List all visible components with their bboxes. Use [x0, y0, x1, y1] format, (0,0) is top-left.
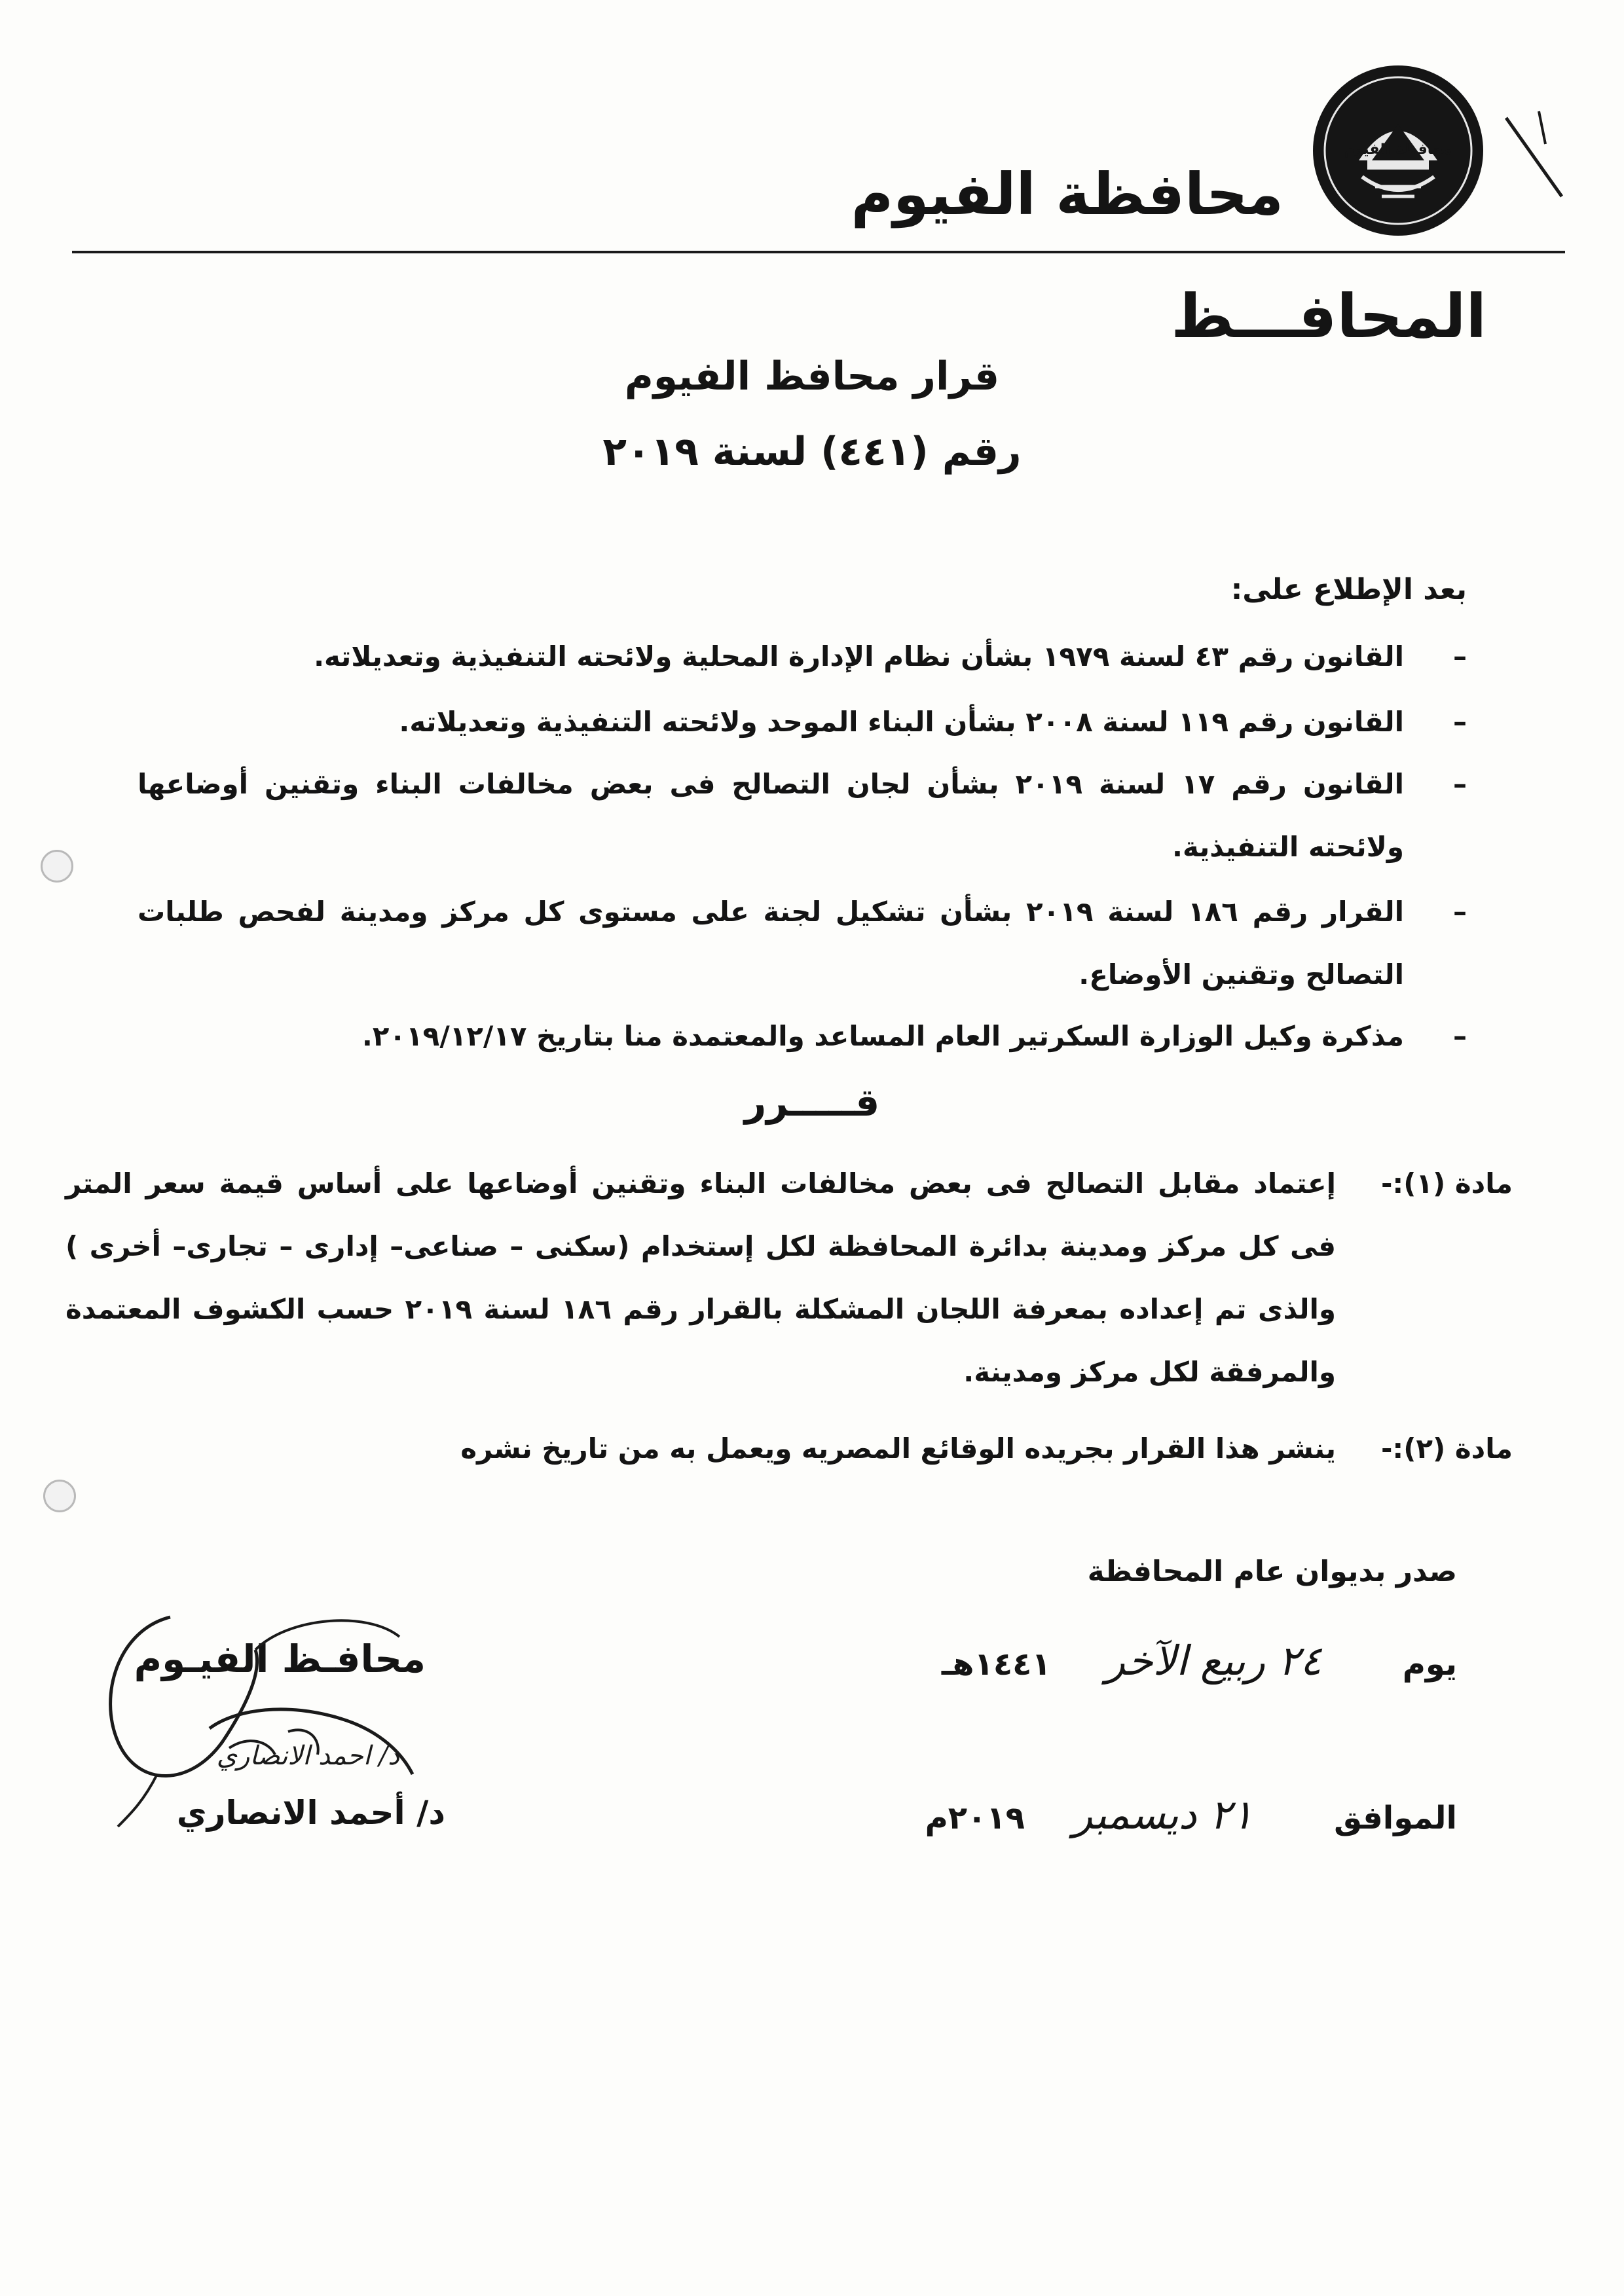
reference-item — [138, 625, 1467, 688]
preamble-heading: بعد الإطلاع على: — [1230, 573, 1467, 606]
gregorian-date-handwritten: ٢١ ديسمبر — [1073, 1791, 1253, 1838]
reference-text: القرار رقم ١٨٦ لسنة ٢٠١٩ بشأن تشكيل لجنة على مستوى كل مركز ومدينة لفحص طلبات التصالح وتقنين الأوضاع. — [138, 896, 1404, 991]
governorate-name: محافظة الفيوم — [851, 160, 1283, 228]
reference-text: القانون رقم ٤٣ لسنة ١٩٧٩ بشأن نظام الإدارة المحلية ولائحته التنفيذية وتعديلاته. — [314, 640, 1404, 672]
article-2 — [65, 1417, 1513, 1480]
hijri-date-handwritten: ٢٤ ربيع الآخر — [1105, 1637, 1322, 1685]
list-bullet: – — [1453, 640, 1467, 672]
office-title: المحافـــظ — [1171, 282, 1486, 352]
article-text: ينشر هذا القرار بجريده الوقائع المصريه ويعمل به من تاريخ نشره — [460, 1432, 1336, 1465]
reference-item — [138, 753, 1467, 879]
article-1 — [65, 1152, 1513, 1404]
reference-item — [138, 881, 1467, 1006]
list-bullet: – — [1453, 1020, 1467, 1052]
gregorian-label: الموافق — [1334, 1800, 1457, 1836]
reference-text: مذكرة وكيل الوزارة السكرتير العام المساعد والمعتمدة منا بتاريخ ٢٠١٩/١٢/١٧. — [361, 1020, 1404, 1052]
svg-text:د/ احمد الانصاري: د/ احمد الانصاري — [216, 1741, 399, 1771]
punch-hole — [43, 1480, 76, 1512]
punch-hole — [41, 850, 73, 883]
gregorian-date-row — [925, 1791, 1457, 1838]
decree-title: قرار محافظ الفيوم — [624, 354, 1000, 399]
article-label: مادة (١):- — [1380, 1167, 1513, 1199]
svg-text:محافظة الفيوم: محافظة الفيوم — [1344, 141, 1452, 158]
hijri-date-row — [942, 1637, 1457, 1685]
signatory-name: د/ أحمد الانصاري — [176, 1794, 445, 1832]
list-bullet: – — [1453, 768, 1467, 800]
list-bullet: – — [1453, 706, 1467, 738]
resolution-heading: قـــــرر — [744, 1080, 880, 1125]
hijri-year: ١٤٤١هـ — [941, 1646, 1051, 1683]
corner-pen-mark — [1500, 105, 1572, 203]
gregorian-year: ٢٠١٩م — [925, 1800, 1025, 1836]
reference-text: القانون رقم ١١٩ لسنة ٢٠٠٨ بشأن البناء الموحد ولائحته التنفيذية وتعديلاته. — [399, 706, 1404, 738]
reference-item — [138, 691, 1467, 754]
governorate-seal-logo — [1310, 62, 1486, 239]
issued-at-line: صدر بديوان عام المحافظة — [1087, 1555, 1457, 1588]
signatory-title: محافـظ الفيـوم — [134, 1637, 426, 1681]
reference-text: القانون رقم ١٧ لسنة ٢٠١٩ بشأن لجان التصالح فى بعض مخالفات البناء وتقنين أوضاعها ولائحته التنفيذية. — [138, 768, 1404, 863]
article-label: مادة (٢):- — [1380, 1432, 1513, 1465]
list-bullet: – — [1453, 896, 1467, 928]
reference-item — [138, 1005, 1467, 1068]
day-label: يوم — [1402, 1646, 1457, 1683]
decree-number: رقم (٤٤١) لسنة ٢٠١٩ — [602, 429, 1022, 475]
header-divider — [72, 251, 1565, 253]
article-text: إعتماد مقابل التصالح فى بعض مخالفات البناء وتقنين أوضاعها على أساس قيمة سعر المتر فى كل مركز ومدينة بدائرة المحافظة لكل إستخدام (سكنى – صناعى– إدارى – تجارى– أخرى ) والذى تم إعداده بمعرفة اللجان المشكلة بالقرار رقم ١٨٦ لسنة ٢٠١٩ حسب الكشوف المعتمدة والمرفقة لكل مركز ومدينة. — [65, 1167, 1336, 1388]
